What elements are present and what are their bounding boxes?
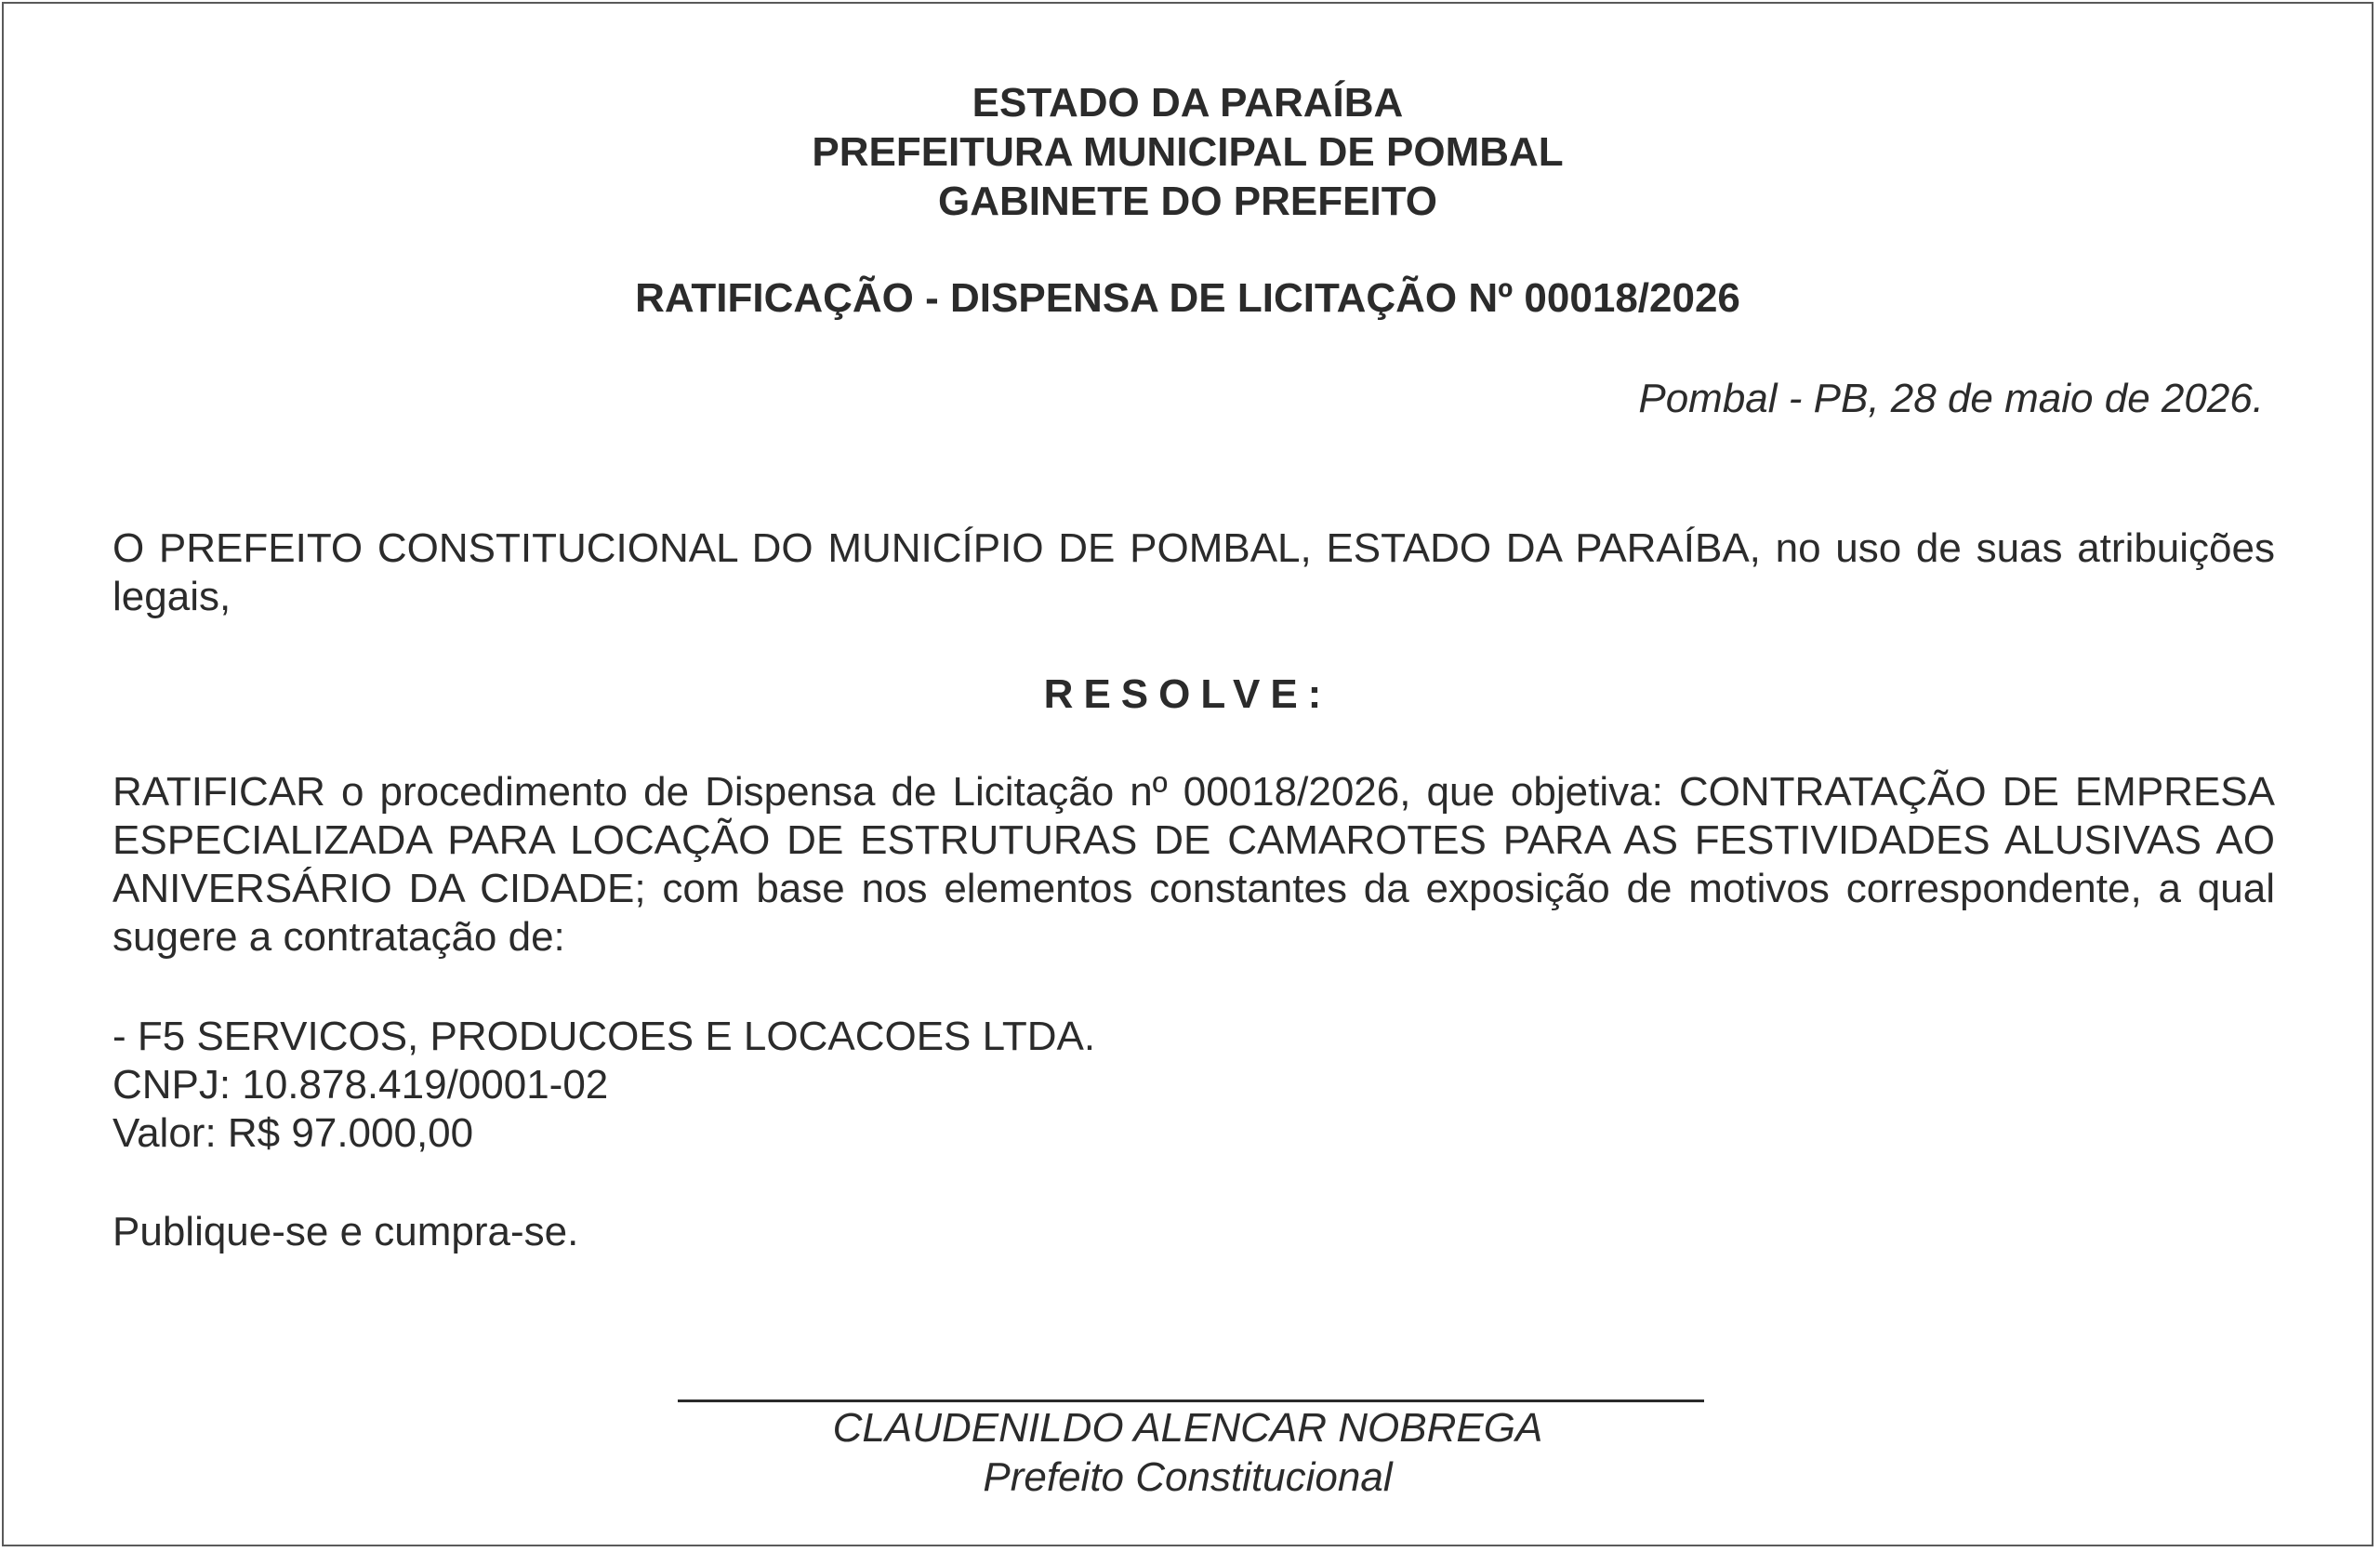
signature-block — [4, 1403, 2372, 1502]
intro-paragraph: O PREFEITO CONSTITUCIONAL DO MUNICÍPIO DE POMBAL, ESTADO DA PARAÍBA, no uso de suas atribuições legais, — [112, 525, 2275, 619]
header-state: ESTADO DA PARAÍBA — [972, 80, 1404, 126]
signatory-name: CLAUDENILDO ALENCAR NOBREGA — [832, 1405, 1543, 1451]
contractor-block — [112, 1013, 1095, 1158]
header-office: GABINETE DO PREFEITO — [937, 179, 1438, 224]
contractor-value: Valor: R$ 97.000,00 — [112, 1110, 474, 1156]
signature-line — [678, 1399, 1704, 1402]
closing-statement: Publique-se e cumpra-se. — [112, 1209, 579, 1254]
resolve-heading: RESOLVE: — [1043, 671, 1332, 717]
signatory-role: Prefeito Constitucional — [983, 1454, 1393, 1500]
document-date: Pombal - PB, 28 de maio de 2026. — [1638, 376, 2264, 421]
contractor-cnpj: CNPJ: 10.878.419/0001-02 — [112, 1062, 609, 1108]
document-frame — [2, 2, 2373, 1546]
document-title: RATIFICAÇÃO - DISPENSA DE LICITAÇÃO Nº 00018/2026 — [635, 275, 1740, 321]
document-header — [4, 78, 2372, 226]
ratification-paragraph: RATIFICAR o procedimento de Dispensa de Licitação nº 00018/2026, que objetiva: CONTRATAÇÃO DE EMPRESA ESPECIALIZADA PARA LOCAÇÃO DE ESTRUTURAS DE CAMAROTES PARA AS FESTIVIDADES ALUSIVAS AO ANIVERSÁRIO DA CIDADE; com base nos elementos constantes da exposição de motivos correspondente, a qual sugere a contratação de: — [112, 769, 2275, 960]
header-municipality: PREFEITURA MUNICIPAL DE POMBAL — [812, 129, 1564, 175]
contractor-name: - F5 SERVICOS, PRODUCOES E LOCACOES LTDA. — [112, 1014, 1096, 1059]
